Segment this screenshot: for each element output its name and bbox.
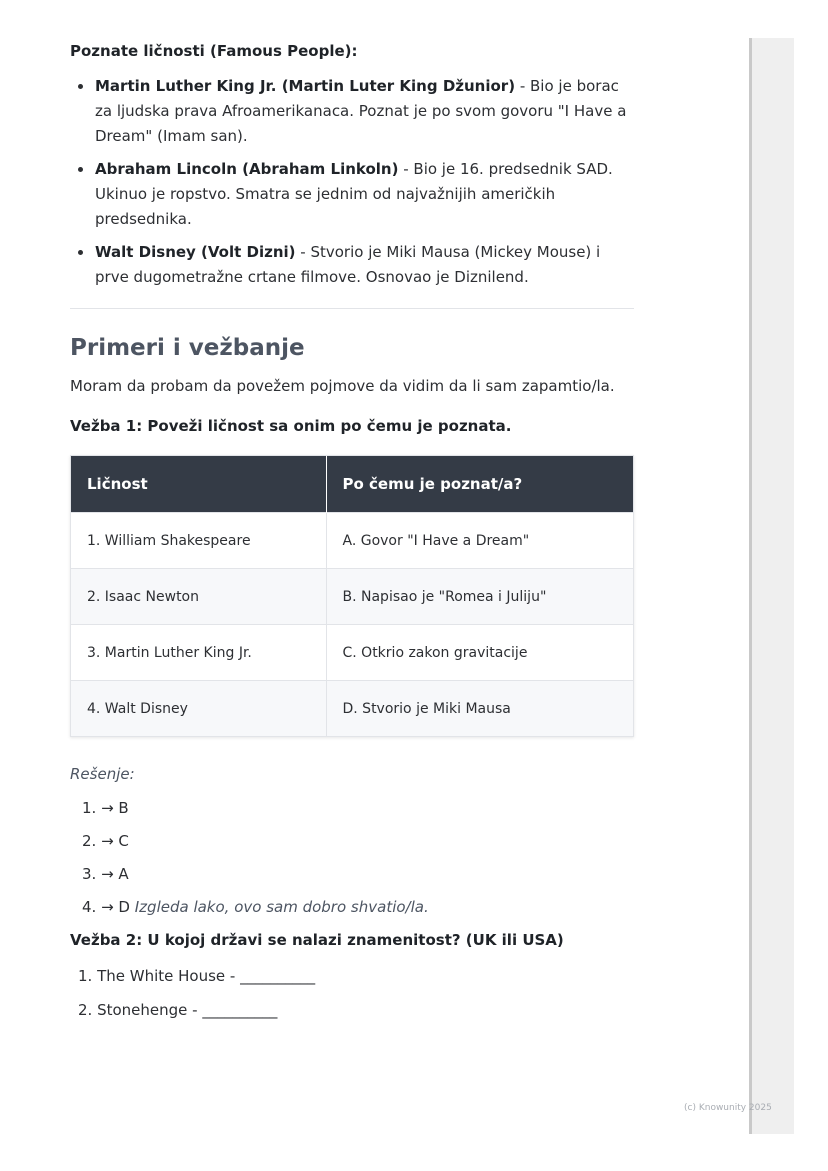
header-person: Ličnost — [71, 456, 326, 513]
table-cell: 1. William Shakespeare — [71, 513, 326, 569]
exercise2-heading: Vežba 2: U kojoj državi se nalazi znamenitost? (UK ili USA) — [70, 931, 564, 949]
copyright-notice: (c) Knowunity 2025 — [684, 1103, 772, 1113]
list-item — [95, 74, 634, 149]
table-cell: 2. Isaac Newton — [71, 569, 326, 625]
table-cell: A. Govor "I Have a Dream" — [326, 513, 633, 569]
table-cell: 4. Walt Disney — [71, 681, 326, 737]
answers-list — [70, 797, 634, 918]
matching-table — [70, 455, 634, 737]
answer-text: 4. → D — [82, 898, 130, 916]
famous-people-list — [70, 74, 634, 290]
table-row — [71, 681, 633, 737]
answer-item: 1. → B — [82, 799, 129, 817]
table-cell: C. Otkrio zakon gravitacije — [326, 625, 633, 681]
header-known-for: Po čemu je poznat/a? — [326, 456, 633, 513]
fill-in-list — [70, 965, 634, 1021]
person-name: Walt Disney (Volt Dizni) — [95, 243, 296, 261]
person-name: Martin Luther King Jr. (Martin Luter King Džunior) — [95, 77, 516, 95]
section-divider — [70, 308, 634, 309]
exercise1-heading: Vežba 1: Poveži ličnost sa onim po čemu je poznata. — [70, 417, 512, 435]
table-row — [71, 569, 633, 625]
person-description: - Bio je 16. predsednik SAD. Ukinuo je ropstvo. Smatra se jednim od najvažnijih američkih predsednika. — [95, 160, 613, 228]
answer-item: 3. → A — [82, 865, 129, 883]
table-header-row — [71, 456, 633, 513]
solution-label: Rešenje: — [70, 765, 135, 783]
table-cell: 3. Martin Luther King Jr. — [71, 625, 326, 681]
famous-people-heading: Poznate ličnosti (Famous People): — [70, 42, 358, 60]
page-side-strip — [749, 38, 794, 1134]
intro-text: Moram da probam da povežem pojmove da vidim da li sam zapamtio/la. — [70, 377, 615, 395]
document-content — [70, 40, 634, 1033]
answer-item: 2. → C — [82, 832, 129, 850]
person-description: - Stvorio je Miki Mausa (Mickey Mouse) i prve dugometražne crtane filmove. Osnovao je Diznilend. — [95, 243, 601, 286]
answer-item — [70, 896, 634, 918]
person-description: - Bio je borac za ljudska prava Afroamerikanaca. Poznat je po svom govoru "I Have a Dream" (Imam san). — [95, 77, 627, 145]
table-cell: D. Stvorio je Miki Mausa — [326, 681, 633, 737]
list-item — [95, 240, 634, 290]
answer-note: Izgleda lako, ovo sam dobro shvatio/la. — [134, 898, 429, 916]
section-title: Primeri i vežbanje — [70, 335, 305, 361]
fill-in-item: 1. The White House - __________ — [78, 967, 316, 985]
list-item — [95, 157, 634, 232]
person-name: Abraham Lincoln (Abraham Linkoln) — [95, 160, 399, 178]
fill-in-item: 2. Stonehenge - __________ — [78, 1001, 278, 1019]
table-cell: B. Napisao je "Romea i Juliju" — [326, 569, 633, 625]
table-row — [71, 513, 633, 569]
table-row — [71, 625, 633, 681]
